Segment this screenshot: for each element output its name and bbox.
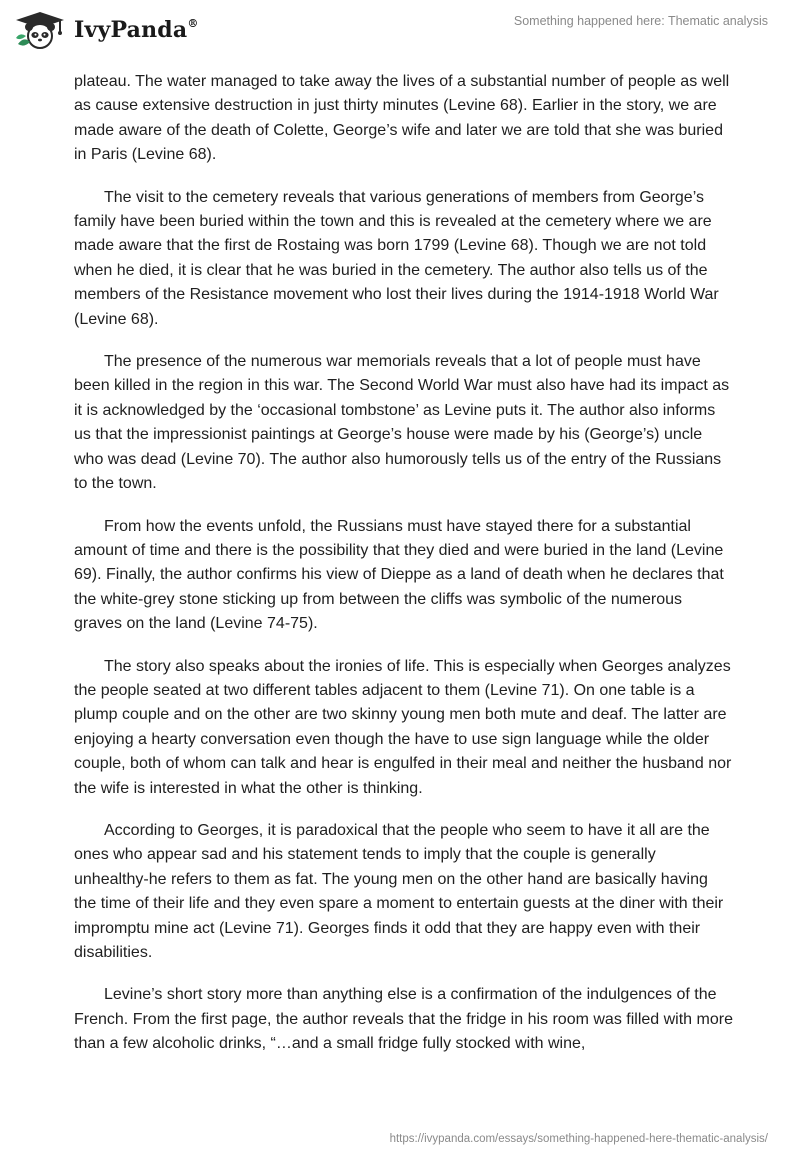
panda-graduation-cap-icon: [14, 10, 66, 50]
paragraph-5: The story also speaks about the ironies of life. This is especially when Georges analyzes the people seated at two different tables adjacent to them (Levine 71). On one table is a plump couple and on the other are two skinny young men both mute and deaf. The latter are enjoying a hearty conversation even though the have to use sign language while the older couple, both of whom can talk and hear is engulfed in their meal and neither the husband nor the wife is interested in what the other is thinking.: [74, 657, 732, 797]
paragraph-4: From how the events unfold, the Russians must have stayed there for a substantial amount of time and there is the possibility that they died and were buried in the land (Levine 69). Finally, the author confirms his view of Dieppe as a land of death when he declares that the white-grey stone sticking up from between the cliffs was symbolic of the numerous graves on the land (Levine 74-75).: [74, 517, 724, 633]
paragraph-3: The presence of the numerous war memorials reveals that a lot of people must have been killed in the region in this war. The Second World War must also have had its impact as it is acknowledged by the ‘occasional tombstone’ as Levine puts it. The author also informs us that the impressionist paintings at George’s house were made by his (George’s) uncle who was dead (Levine 70). The author also humorously tells us of the entry of the Russians to the town.: [74, 353, 730, 493]
paragraph-6: According to Georges, it is paradoxical that the people who seem to have it all are the ones who appear sad and his statement tends to imply that the couple is generally unhealthy-he refers to them as fat. The young men on the other hand are basically having the time of their life and they even spare a moment to entertain guests at the diner with their impromptu mine act (Levine 71). Georges finds it odd that they are happy even with their disabilities.: [74, 821, 724, 961]
document-title: Something happened here: Thematic analysis: [513, 14, 768, 28]
brand-name: IvyPanda®: [74, 16, 199, 43]
paragraph-7: Levine’s short story more than anything else is a confirmation of the indulgences of the French. From the first page, the author reveals that the fridge in his room was filled with more than a few alcoholic drinks, “…and a small fridge fully stocked with wine,: [74, 986, 733, 1053]
source-url[interactable]: https://ivypanda.com/essays/something-happened-here-thematic-analysis/: [389, 1133, 768, 1145]
paragraph-2: The visit to the cemetery reveals that various generations of members from George’s family have been buried within the town and this is revealed at the cemetery where we are made aware that the first de Rostaing was born 1799 (Levine 68). Though we are not told when he died, it is clear that he was buried in the cemetery. The author also tells us of the members of the Resistance movement who lost their lives during the 1914-1918 World War (Levine 68).: [74, 188, 719, 328]
paragraph-1: plateau. The water managed to take away the lives of a substantial number of people as well as cause extensive destruction in just thirty minutes (Levine 68). Earlier in the story, we are made aware of the death of Colette, George’s wife and later we are told that she was buried in Paris (Levine 68).: [74, 73, 730, 164]
page-header: [0, 0, 800, 60]
brand-logo[interactable]: [14, 8, 199, 52]
essay-body: [74, 70, 734, 1075]
